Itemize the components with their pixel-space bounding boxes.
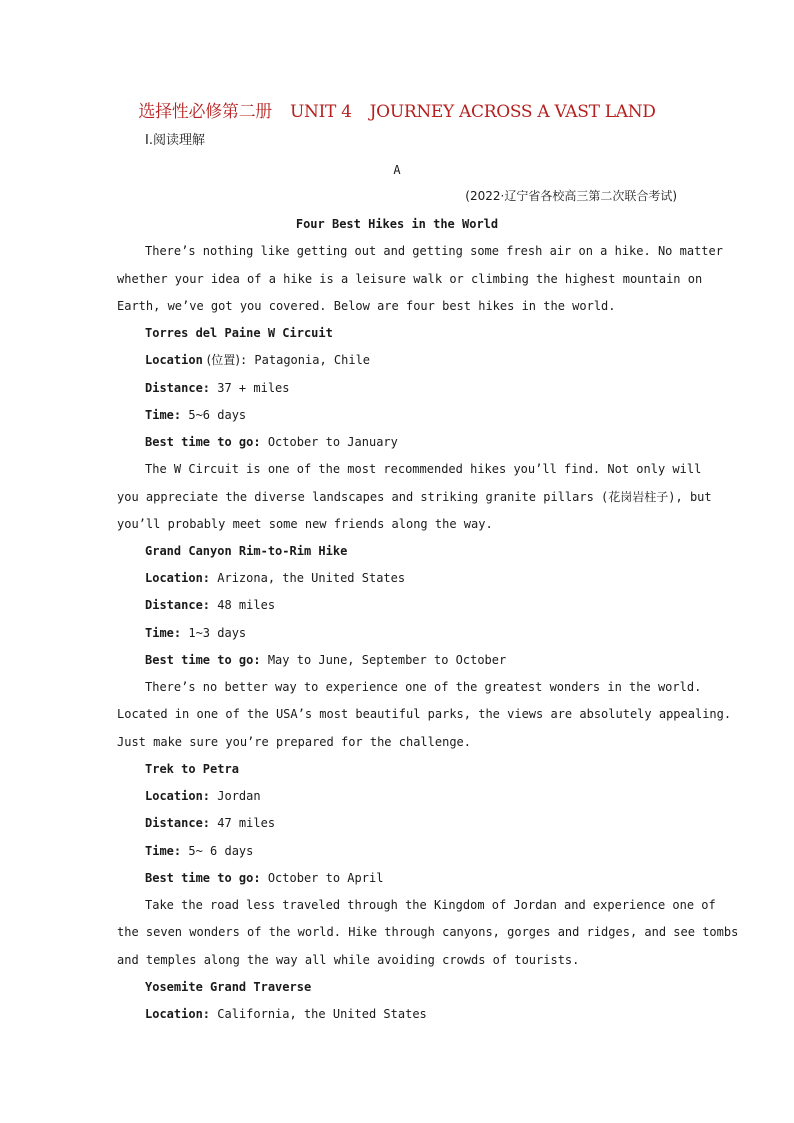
hike-time: Time: 1~3 days	[145, 626, 247, 640]
hike-desc-line: The W Circuit is one of the most recommended hikes you’ll find. Not only will	[145, 462, 702, 476]
hike-desc-line: Located in one of the USA’s most beautiful parks, the views are absolutely appealing.	[117, 707, 732, 721]
intro-line: There’s nothing like getting out and getting some fresh air on a hike. No matter	[145, 244, 723, 258]
hike-distance: Distance: 37 + miles	[145, 381, 290, 395]
hike-desc-line: you’ll probably meet some new friends along the way.	[117, 517, 493, 531]
hike-location: Location (位置): Patagonia, Chile	[145, 353, 371, 367]
hike-location: Location: California, the United States	[145, 1007, 427, 1021]
hike-name: Torres del Paine W Circuit	[145, 326, 333, 340]
hike-location: Location: Arizona, the United States	[145, 571, 406, 585]
hike-distance: Distance: 47 miles	[145, 816, 276, 830]
hike-time: Time: 5~6 days	[145, 408, 247, 422]
hike-name: Grand Canyon Rim-to-Rim Hike	[145, 544, 348, 558]
hike-best-time: Best time to go: May to June, September to October	[145, 653, 507, 667]
hike-desc-line: and temples along the way all while avoiding crowds of tourists.	[117, 953, 580, 967]
hike-name: Yosemite Grand Traverse	[145, 980, 312, 994]
title-chinese: 选择性必修第二册	[138, 102, 272, 122]
intro-line: Earth, we’ve got you covered. Below are four best hikes in the world.	[117, 299, 616, 313]
hike-best-time: Best time to go: October to April	[145, 871, 384, 885]
hike-best-time: Best time to go: October to January	[145, 435, 398, 449]
passage-label: A	[393, 163, 401, 177]
hike-desc-line: the seven wonders of the world. Hike through canyons, gorges and ridges, and see tombs	[117, 925, 739, 939]
intro-line: whether your idea of a hike is a leisure walk or climbing the highest mountain on	[117, 272, 703, 286]
hike-desc-line: Just make sure you’re prepared for the challenge.	[117, 735, 472, 749]
hike-distance: Distance: 48 miles	[145, 598, 276, 612]
title-unit: UNIT 4	[289, 102, 352, 122]
section-label: Ⅰ.阅读理解	[145, 133, 205, 148]
page-title	[0, 97, 794, 122]
hike-time: Time: 5~ 6 days	[145, 844, 254, 858]
hike-desc-line: Take the road less traveled through the Kingdom of Jordan and experience one of	[145, 898, 716, 912]
hike-location: Location: Jordan	[145, 789, 261, 803]
title-topic: JOURNEY ACROSS A VAST LAND	[369, 102, 656, 122]
hike-desc-line: There’s no better way to experience one of the greatest wonders in the world.	[145, 680, 702, 694]
hike-name: Trek to Petra	[145, 762, 239, 776]
source-note: (2022·辽宁省各校高三第二次联合考试)	[465, 189, 677, 203]
article-title: Four Best Hikes in the World	[295, 217, 499, 231]
hike-desc-line: you appreciate the diverse landscapes and striking granite pillars (花岗岩柱子), but	[117, 490, 712, 504]
